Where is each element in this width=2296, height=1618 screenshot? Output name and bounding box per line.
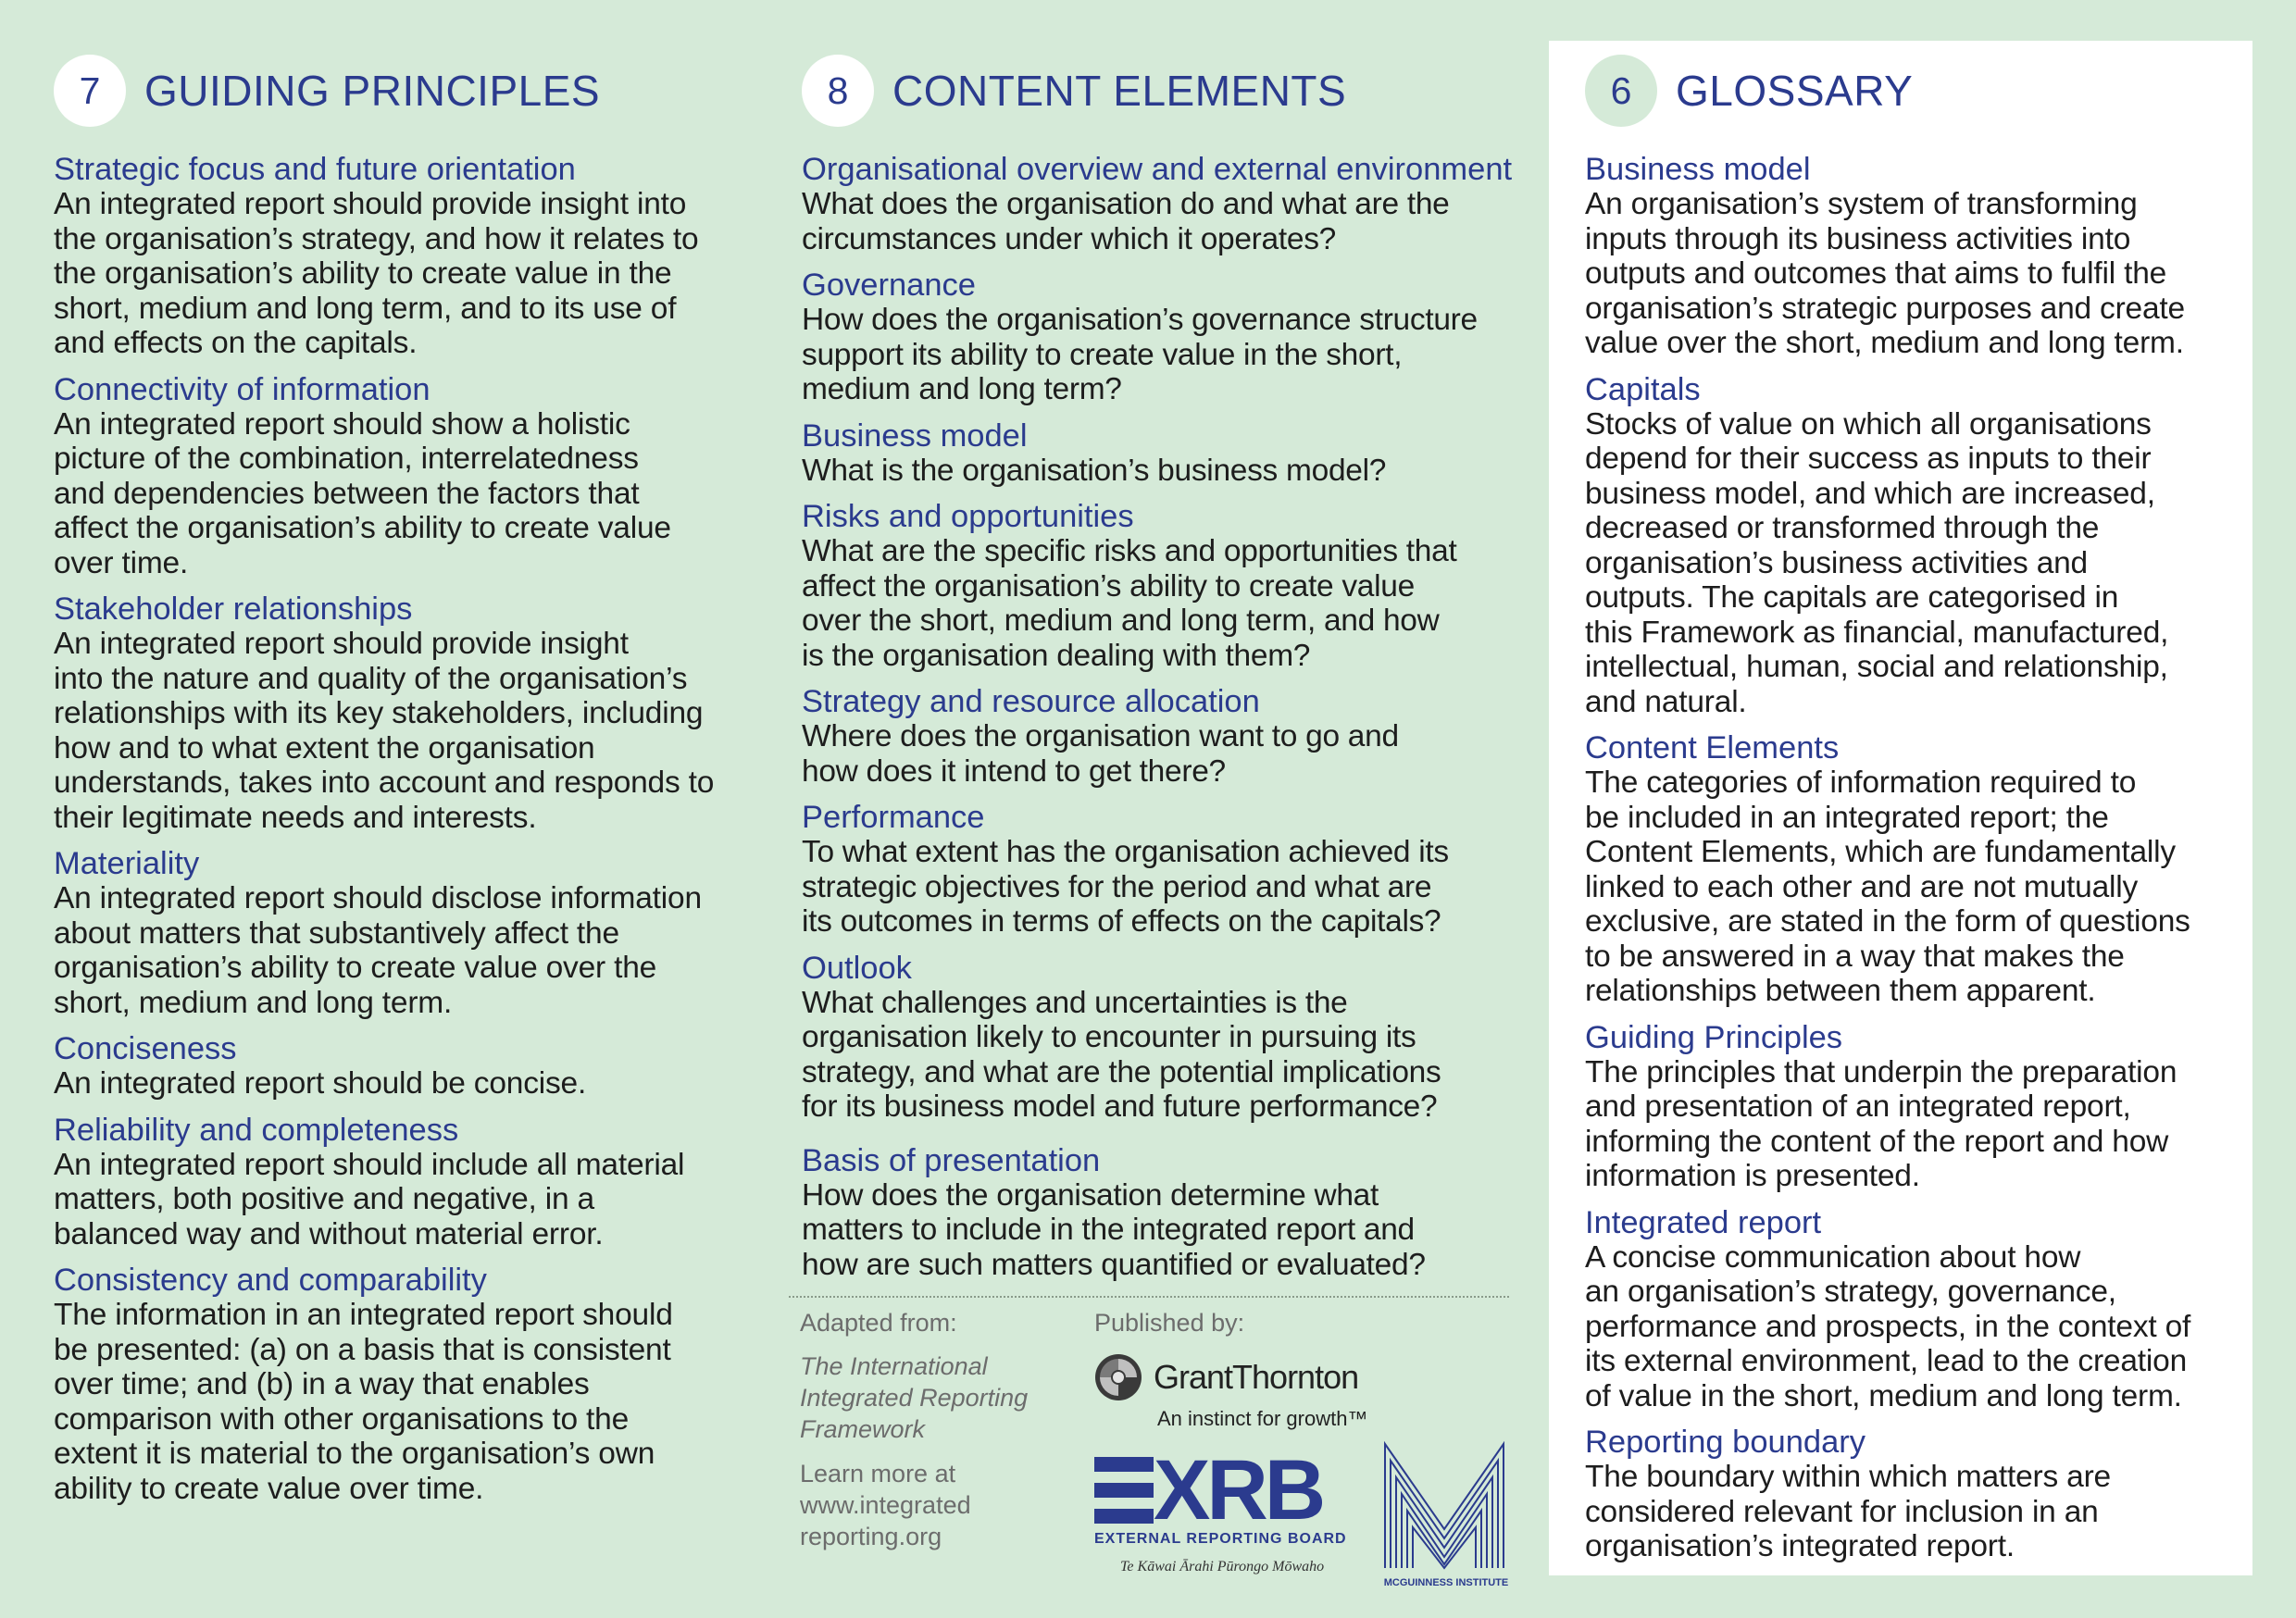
item-body-line: An integrated report should provide insight <box>54 627 629 661</box>
published-label: Published by: <box>1094 1309 1245 1337</box>
adapted-title-line: Framework <box>800 1415 926 1443</box>
item-body-line: of value in the short, medium and long term. <box>1585 1378 2182 1413</box>
list-item <box>802 800 1524 940</box>
item-body-line: To what extent has the organisation achieved its <box>802 835 1449 869</box>
item-heading: Organisational overview and external environment <box>802 152 1513 187</box>
item-heading: Performance <box>802 800 985 835</box>
item-body-line: The boundary within which matters are <box>1585 1460 2111 1494</box>
item-body-line: its external environment, lead to the creation <box>1585 1344 2188 1378</box>
item-heading: Integrated report <box>1585 1204 1822 1240</box>
adapted-title <box>800 1350 1078 1445</box>
item-body-line: Where does the organisation want to go and <box>802 719 1399 753</box>
adapted-title-line: The International <box>800 1352 988 1380</box>
item-body-line: medium and long term? <box>802 372 1122 406</box>
item-heading: Consistency and comparability <box>54 1263 487 1298</box>
learn-more-link[interactable]: www.integrated <box>800 1491 971 1519</box>
item-body-line: is the organisation dealing with them? <box>802 638 1311 673</box>
item-body-line: relationships between them apparent. <box>1585 974 2096 1008</box>
item-body-line: Content Elements, which are fundamentally <box>1585 835 2176 869</box>
item-body-line: over time. <box>54 545 189 580</box>
item-body-line: organisation’s integrated report. <box>1585 1529 2015 1563</box>
guiding-principles-list <box>54 152 757 1517</box>
list-item <box>54 152 757 361</box>
item-body-line: organisation likely to encounter in pursuing its <box>802 1020 1416 1054</box>
item-body-line: What does the organisation do and what are the <box>802 187 1450 221</box>
list-item <box>1585 1205 2252 1414</box>
item-body-line: relationships with its key stakeholders, including <box>54 696 704 730</box>
item-body-line: the organisation’s strategy, and how it relates to <box>54 221 699 256</box>
item-body-line: picture of the combination, interrelatedness <box>54 442 639 476</box>
item-body-line: business model, and which are increased, <box>1585 476 2155 511</box>
list-item <box>54 846 757 1020</box>
item-heading: Governance <box>802 268 976 303</box>
content-elements-list <box>802 152 1524 1293</box>
list-item <box>802 684 1524 789</box>
xrb-logo <box>1094 1443 1347 1575</box>
item-body-line: balanced way and without material error. <box>54 1216 604 1251</box>
item-body-line: An integrated report should disclose information <box>54 881 702 915</box>
list-item <box>1585 730 2252 1009</box>
item-body-line: affect the organisation’s ability to create value <box>54 511 671 545</box>
item-body-line: considered relevant for inclusion in an <box>1585 1494 2099 1529</box>
item-heading: Basis of presentation <box>802 1142 1101 1178</box>
guiding-principles-header <box>54 54 600 128</box>
item-body-line: short, medium and long term, and to its use of <box>54 291 677 326</box>
item-body-line: how and to what extent the organisation <box>54 730 595 765</box>
item-body-line: Stocks of value on which all organisations <box>1585 406 2152 442</box>
published-by-block <box>1094 1309 1509 1588</box>
xrb-letters: XRB <box>1154 1443 1323 1537</box>
item-body-line: how does it intend to get there? <box>802 753 1226 789</box>
list-item <box>1585 1020 2252 1194</box>
item-body-line: depend for their success as inputs to their <box>1585 442 2152 476</box>
item-body-line: What is the organisation’s business model? <box>802 453 1387 488</box>
list-item <box>54 591 757 835</box>
item-heading: Strategy and resource allocation <box>802 684 1260 719</box>
item-body-line: An organisation’s system of transforming <box>1585 187 2138 221</box>
item-body-line: short, medium and long term. <box>54 985 453 1020</box>
list-item <box>1585 372 2252 720</box>
grant-thornton-logo <box>1094 1353 1358 1401</box>
item-body-line: this Framework as financial, manufactured, <box>1585 615 2169 650</box>
item-body-line: The principles that underpin the preparation <box>1585 1054 2177 1089</box>
grant-thornton-name: GrantThornton <box>1154 1358 1359 1396</box>
item-body-line: How does the organisation determine what <box>802 1177 1379 1213</box>
item-body-line: its outcomes in terms of effects on the capitals? <box>802 904 1441 939</box>
item-body-line: be included in an integrated report; the <box>1585 800 2109 835</box>
item-body-line: An integrated report should be concise. <box>54 1066 587 1101</box>
item-body-line: performance and prospects, in the context of <box>1585 1309 2191 1344</box>
section-number-badge: 8 <box>802 55 874 127</box>
xrb-maori-name: Te Kāwai Ārahi Pūrongo Mōwaho <box>1120 1559 1325 1574</box>
item-body-line: What challenges and uncertainties is the <box>802 985 1348 1020</box>
list-item <box>802 1143 1524 1283</box>
xrb-name: EXTERNAL REPORTING BOARD <box>1094 1531 1347 1547</box>
list-item <box>802 499 1524 673</box>
list-item <box>802 268 1524 407</box>
item-body-line: An integrated report should include all material <box>54 1147 685 1182</box>
item-body-line: over the short, medium and long term, and how <box>802 604 1440 638</box>
footer-divider <box>789 1296 1509 1298</box>
item-heading: Reliability and completeness <box>54 1112 459 1148</box>
item-body-line: strategic objectives for the period and what are <box>802 869 1432 904</box>
section-number-badge: 6 <box>1585 55 1657 127</box>
item-body-line: understands, takes into account and responds to <box>54 765 715 800</box>
item-body-line: The information in an integrated report should <box>54 1298 673 1332</box>
item-heading: Connectivity of information <box>54 371 430 407</box>
item-heading: Conciseness <box>54 1031 237 1066</box>
item-body-line: into the nature and quality of the organisation’s <box>54 661 688 696</box>
item-body-line: and natural. <box>1585 684 1747 719</box>
item-heading: Business model <box>802 417 1028 454</box>
item-body-line: outputs and outcomes that aims to fulfil the <box>1585 256 2167 291</box>
mcguinness-institute-name: MCGUINNESS INSTITUTE <box>1383 1577 1509 1588</box>
item-body-line: matters to include in the integrated report and <box>802 1213 1415 1247</box>
item-body-line: support its ability to create value in the short, <box>802 337 1403 372</box>
item-body-line: ability to create value over time. <box>54 1471 484 1506</box>
item-body-line: What are the specific risks and opportunities that <box>802 534 1457 568</box>
glossary-header <box>1585 54 1913 128</box>
glossary-list <box>1585 152 2252 1575</box>
list-item <box>802 418 1524 489</box>
adapted-label: Adapted from: <box>800 1309 957 1337</box>
item-heading: Reporting boundary <box>1585 1425 1866 1460</box>
list-item <box>802 152 1524 256</box>
list-item <box>1585 152 2252 361</box>
item-body-line: over time; and (b) in a way that enables <box>54 1367 590 1401</box>
list-item <box>54 1113 757 1252</box>
item-body-line: an organisation’s strategy, governance, <box>1585 1275 2116 1309</box>
item-heading: Guiding Principles <box>1585 1019 1843 1055</box>
item-body-line: An integrated report should provide insight into <box>54 187 687 221</box>
item-body-line: exclusive, are stated in the form of questions <box>1585 904 2190 939</box>
item-body-line: strategy, and what are the potential implications <box>802 1054 1441 1089</box>
item-body-line: decreased or transformed through the <box>1585 511 2100 545</box>
adapted-title-line: Integrated Reporting <box>800 1384 1029 1412</box>
section-title: GLOSSARY <box>1676 67 1914 115</box>
list-item <box>54 1263 757 1506</box>
item-body-line: organisation’s business activities and <box>1585 545 2088 580</box>
item-body-line: comparison with other organisations to the <box>54 1401 630 1437</box>
grant-thornton-tagline: An instinct for growth™ <box>1157 1407 1368 1430</box>
learn-more-line: Learn more at <box>800 1460 956 1487</box>
list-item <box>54 372 757 581</box>
item-body-line: A concise communication about how <box>1585 1239 2081 1275</box>
item-body-line: outputs. The capitals are categorised in <box>1585 580 2119 615</box>
item-body-line: extent it is material to the organisation’s own <box>54 1437 655 1471</box>
item-body-line: The categories of information required to <box>1585 765 2137 800</box>
section-number-badge: 7 <box>54 55 126 127</box>
item-body-line: informing the content of the report and how <box>1585 1124 2169 1159</box>
item-body-line: about matters that substantively affect the <box>54 915 619 951</box>
item-body-line: for its business model and future performance? <box>802 1089 1438 1124</box>
list-item <box>54 1031 757 1101</box>
item-heading: Capitals <box>1585 371 1701 407</box>
mcguinness-institute-logo <box>1381 1440 1511 1588</box>
item-body-line: how are such matters quantified or evaluated? <box>802 1247 1426 1282</box>
item-heading: Risks and opportunities <box>802 499 1134 534</box>
item-body-line: affect the organisation’s ability to create value <box>802 568 1415 604</box>
item-heading: Business model <box>1585 152 1811 187</box>
learn-more-link[interactable]: reporting.org <box>800 1523 942 1550</box>
item-body-line: value over the short, medium and long term. <box>1585 326 2184 360</box>
item-heading: Strategic focus and future orientation <box>54 152 576 187</box>
grant-thornton-swirl-icon <box>1094 1353 1142 1401</box>
item-heading: Outlook <box>802 950 912 986</box>
xrb-equals-bars-icon <box>1094 1455 1154 1525</box>
section-title: GUIDING PRINCIPLES <box>144 67 601 115</box>
learn-more <box>800 1458 1078 1552</box>
section-title: CONTENT ELEMENTS <box>892 67 1347 115</box>
item-heading: Stakeholder relationships <box>54 591 413 627</box>
item-body-line: and presentation of an integrated report, <box>1585 1089 2131 1124</box>
adapted-from-block <box>800 1309 1078 1552</box>
item-body-line: to be answered in a way that makes the <box>1585 939 2125 974</box>
item-body-line: organisation’s ability to create value over the <box>54 951 657 985</box>
item-body-line: be presented: (a) on a basis that is consistent <box>54 1332 671 1367</box>
item-body-line: intellectual, human, social and relationship, <box>1585 650 2168 684</box>
item-body-line: circumstances under which it operates? <box>802 221 1336 256</box>
item-body-line: their legitimate needs and interests. <box>54 800 537 835</box>
item-body-line: linked to each other and are not mutually <box>1585 869 2139 904</box>
mcguinness-m-icon <box>1381 1440 1507 1570</box>
item-body-line: organisation’s strategic purposes and create <box>1585 291 2185 326</box>
list-item <box>1585 1425 2252 1564</box>
item-body-line: the organisation’s ability to create value in the <box>54 256 672 291</box>
item-heading: Materiality <box>54 846 200 881</box>
item-heading: Content Elements <box>1585 730 1840 765</box>
item-body-line: and dependencies between the factors that <box>54 476 640 511</box>
content-elements-header <box>802 54 1346 128</box>
item-body-line: matters, both positive and negative, in a <box>54 1182 594 1216</box>
item-body-line: inputs through its business activities into <box>1585 221 2131 256</box>
list-item <box>802 951 1524 1125</box>
item-body-line: How does the organisation’s governance structure <box>802 303 1478 337</box>
item-body-line: information is presented. <box>1585 1159 1920 1193</box>
item-body-line: and effects on the capitals. <box>54 326 418 360</box>
item-body-line: An integrated report should show a holistic <box>54 406 630 442</box>
